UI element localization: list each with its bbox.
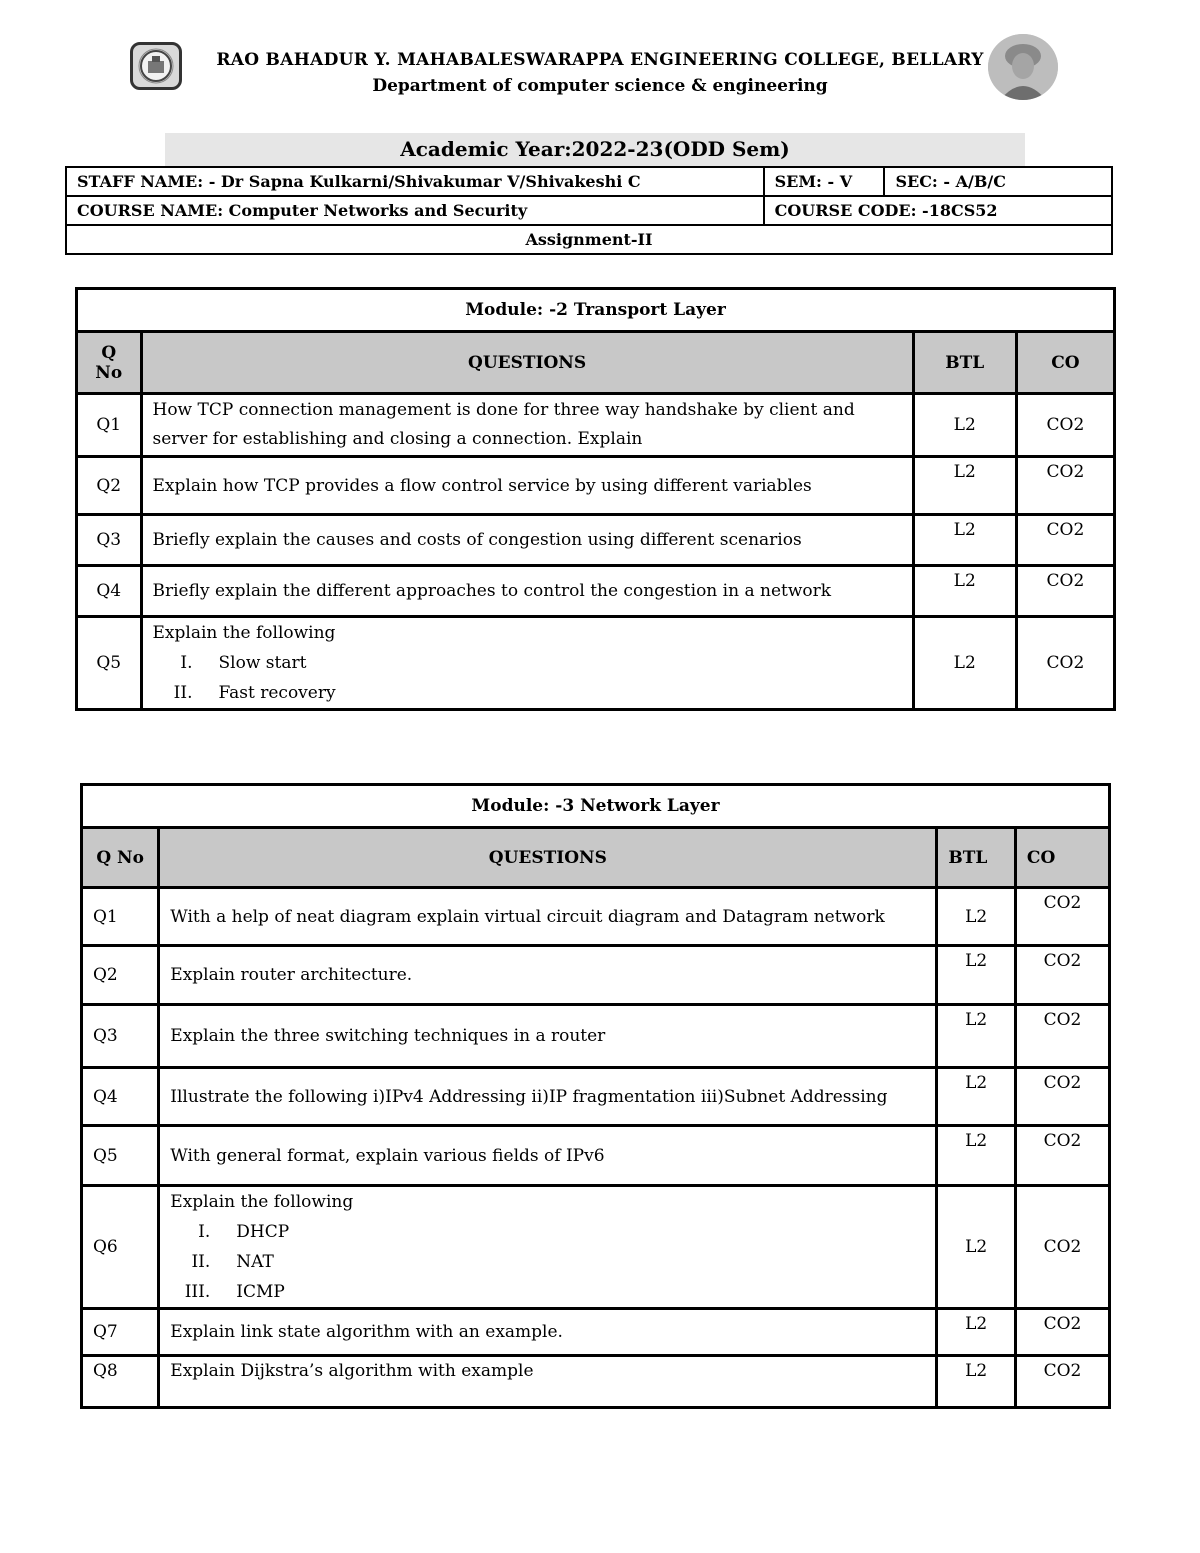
- course-info-table: [65, 166, 1113, 255]
- question-text: Explain the following I. Slow start II. Fast recovery: [141, 617, 913, 710]
- table-row: Q3 Explain the three switching techniques in a router L2 CO2: [82, 1005, 1110, 1068]
- course-name: COURSE NAME: Computer Networks and Security: [66, 196, 764, 225]
- table-row: Q7 Explain link state algorithm with an example. L2 CO2: [82, 1309, 1110, 1356]
- founder-portrait: [988, 34, 1058, 100]
- qno-header: Q No: [77, 332, 142, 394]
- question-text: How TCP connection management is done for three way handshake by client and server for establishing and closing a connection. Explain: [141, 394, 913, 457]
- qno-header: Q No: [82, 828, 159, 888]
- co-header: CO: [1015, 828, 1109, 888]
- question-text: Explain router architecture.: [159, 946, 937, 1005]
- module-2-title: Module: -2 Transport Layer: [77, 289, 1115, 332]
- table-row: Q2 Explain how TCP provides a flow control service by using different variables L2 CO2: [77, 457, 1115, 515]
- table-row: Q4 Briefly explain the different approaches to control the congestion in a network L2 CO2: [77, 566, 1115, 617]
- table-row: Q3 Briefly explain the causes and costs of congestion using different scenarios L2 CO2: [77, 515, 1115, 566]
- academic-year-banner: Academic Year:2022-23(ODD Sem): [165, 133, 1025, 166]
- co-header: CO: [1016, 332, 1114, 394]
- semester: SEM: - V: [764, 167, 885, 196]
- question-text: Explain how TCP provides a flow control service by using different variables: [141, 457, 913, 515]
- department-name: Department of computer science & engineering: [372, 76, 828, 96]
- staff-name: STAFF NAME: - Dr Sapna Kulkarni/Shivakumar V/Shivakeshi C: [66, 167, 764, 196]
- question-text: Briefly explain the causes and costs of congestion using different scenarios: [141, 515, 913, 566]
- question-text: Explain the three switching techniques in a router: [159, 1005, 937, 1068]
- section: SEC: - A/B/C: [884, 167, 1112, 196]
- question-text: Illustrate the following i)IPv4 Addressing ii)IP fragmentation iii)Subnet Addressing: [159, 1068, 937, 1126]
- btl-header: BTL: [937, 828, 1016, 888]
- question-text: Explain the following I. DHCP II. NAT III. ICMP: [159, 1186, 937, 1309]
- module-2-table: [75, 287, 1116, 711]
- table-row: Q1 With a help of neat diagram explain virtual circuit diagram and Datagram network L2 CO2: [82, 888, 1110, 946]
- table-row: Q5 Explain the following I. Slow start II. Fast recovery L2 CO2: [77, 617, 1115, 710]
- module-3-table: [80, 783, 1111, 1409]
- table-row: Q2 Explain router architecture. L2 CO2: [82, 946, 1110, 1005]
- college-name: RAO BAHADUR Y. MAHABALESWARAPPA ENGINEERING COLLEGE, BELLARY: [216, 50, 984, 70]
- table-row: Q5 With general format, explain various fields of IPv6 L2 CO2: [82, 1126, 1110, 1186]
- question-text: With a help of neat diagram explain virtual circuit diagram and Datagram network: [159, 888, 937, 946]
- question-text: Briefly explain the different approaches to control the congestion in a network: [141, 566, 913, 617]
- question-text: Explain Dijkstra’s algorithm with example: [159, 1356, 937, 1408]
- table-row: Q4 Illustrate the following i)IPv4 Addressing ii)IP fragmentation iii)Subnet Addressing L2 CO2: [82, 1068, 1110, 1126]
- assignment-title: Assignment-II: [66, 225, 1112, 254]
- table-row: Q1 How TCP connection management is done for three way handshake by client and server for establishing and closing a connection. Explain L2 CO2: [77, 394, 1115, 457]
- questions-header: QUESTIONS: [141, 332, 913, 394]
- table-row: Q6 Explain the following I. DHCP II. NAT III. ICMP L2 CO2: [82, 1186, 1110, 1309]
- btl-header: BTL: [913, 332, 1016, 394]
- table-row: Q8 Explain Dijkstra’s algorithm with example L2 CO2: [82, 1356, 1110, 1408]
- question-text: Explain link state algorithm with an example.: [159, 1309, 937, 1356]
- questions-header: QUESTIONS: [159, 828, 937, 888]
- course-code: COURSE CODE: -18CS52: [764, 196, 1112, 225]
- module-3-title: Module: -3 Network Layer: [82, 785, 1110, 828]
- question-text: With general format, explain various fields of IPv6: [159, 1126, 937, 1186]
